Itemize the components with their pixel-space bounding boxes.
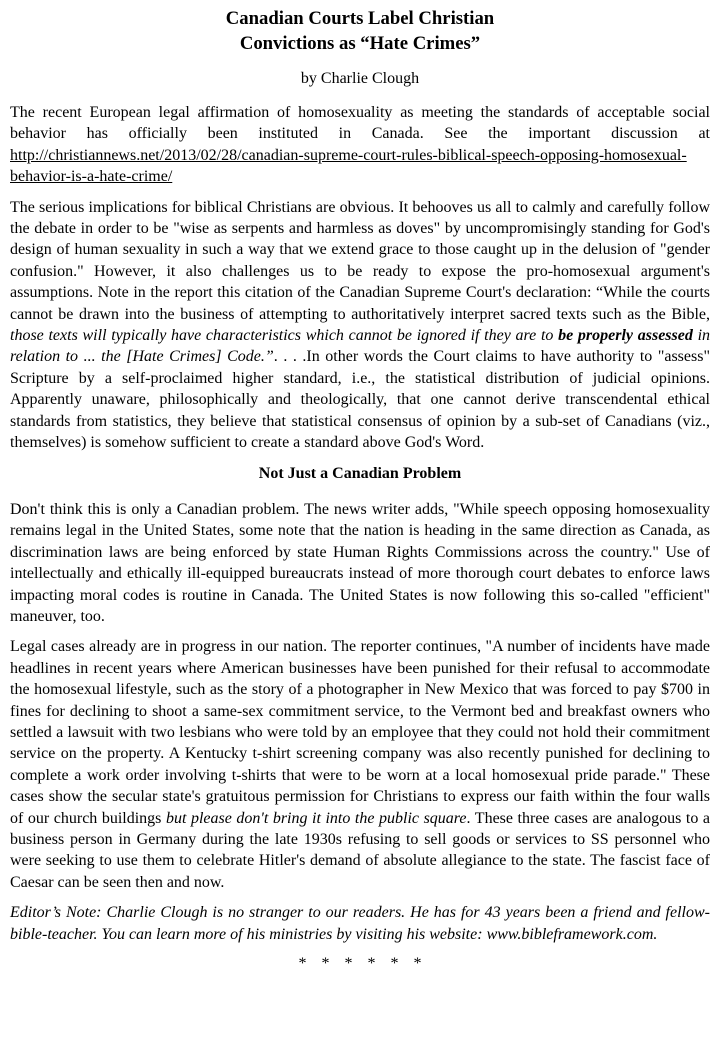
title-line-1: Canadian Courts Label Christian	[225, 8, 495, 29]
asterisk-separator: * * * * * *	[298, 955, 422, 973]
document-title	[10, 6, 710, 56]
text-segment: The recent European legal affirmation of homosexuality as meeting the standards of acceptable social behavior has officially been instituted in Canada. See the important discussion at	[10, 104, 710, 143]
text-segment: Legal cases already are in progress in our nation. The reporter continues, "A number of incidents have made headlines in recent years where American businesses have been punished for their refusal to accommodate the homosexual lifestyle, such as the story of a photographer in New Mexico that was forced to pay $700 in fines for declining to shoot a same-sex commitment service, to the Vermont bed and breakfast owners who settled a lawsuit with two lesbians who were told by an employee that they could not hold their commitment service on the property. A Kentucky t-shirt screening company was also recently punished for declining to complete a work order involving t-shirts that were to be worn at a local homosexual pride parade." These cases show the secular state's gratuitous permission for Christians to express our faith within the four walls of our church buildings	[10, 638, 710, 827]
website-text: www.bibleframework.com	[486, 925, 654, 943]
text-segment: The serious implications for biblical Christians are obvious. It behooves us all to calmly and carefully follow the debate in order to be "wise as serpents and harmless as doves" by uncompromisingly standing for God's design of human sexuality in such a way that we extend grace to those caught up in the delusion of "gender confusion." However, it also challenges us to be ready to expose the pro-homosexual argument's assumptions. Note in the report this citation of the Canadian Supreme Court's declaration: “While the courts cannot be drawn into the business of attempting to authoritatively interpret sacred texts such as the Bible,	[10, 198, 710, 323]
text-segment: Editor’s Note: Charlie Clough is no stranger to our readers. He has for 43 years been a friend and fellow-bible-teacher. You can learn more of his ministries by visiting his website:	[10, 904, 710, 943]
text-segment: be properly assessed	[558, 327, 693, 345]
section-heading: Not Just a Canadian Problem	[258, 464, 462, 482]
text-segment: . These three cases are analogous to a business person in Germany during the late 1930s refusing to sell goods or services to SS personnel who were seeking to use them to celebrate Hitler's demand of absolute allegiance to the state. The fascist face of Caesar can be seen then and now.	[10, 809, 711, 891]
text-segment: Don't think this is only a Canadian problem. The news writer adds, "While speech opposing homosexuality remains legal in the United States, some note that the nation is heading in the same direction as Canada, as discrimination laws are being enforced by state Human Rights Commissions across the country." Use of intellectually and ethically ill-equipped bureaucrats instead of more thorough court debates to enforce laws impacting moral codes is routine in Canada. The United States is now following this so-called "efficient" maneuver, too.	[10, 500, 710, 625]
text-segment: . . . .In other words the Court claims to have authority to "assess" Scripture by a self-proclaimed higher standard, i.e., the statistical distribution of judicial opinions. Apparently unaware, philosophically and theologically, that one cannot derive transcendental ethical standards from statistics, they believe that statistical consensus of opinion by a sub-set of Canadians (viz., themselves) is somehow sufficient to create a standard above God's Word.	[10, 348, 710, 452]
title-line-2: Convictions as “Hate Crimes”	[239, 33, 481, 54]
article-url-link[interactable]: http://christiannews.net/2013/02/28/canadian-supreme-court-rules-biblical-speech-opposing-homosexual-behavior-is-a-hate-crime/	[10, 146, 687, 186]
paragraph-intro	[10, 102, 710, 188]
byline: by Charlie Clough	[300, 70, 420, 87]
text-segment: those texts will typically have characteristics which cannot be ignored if they are to	[10, 327, 559, 345]
editors-note	[10, 902, 710, 945]
text-segment: but please don't bring it into the public square	[165, 809, 467, 827]
text-segment: in relation to ... the [Hate Crimes] Code.”	[10, 327, 711, 366]
text-segment: .	[653, 925, 658, 943]
paragraph-us-problem	[10, 499, 710, 627]
paragraph-legal-cases	[10, 636, 710, 893]
paragraph-implications	[10, 197, 710, 454]
